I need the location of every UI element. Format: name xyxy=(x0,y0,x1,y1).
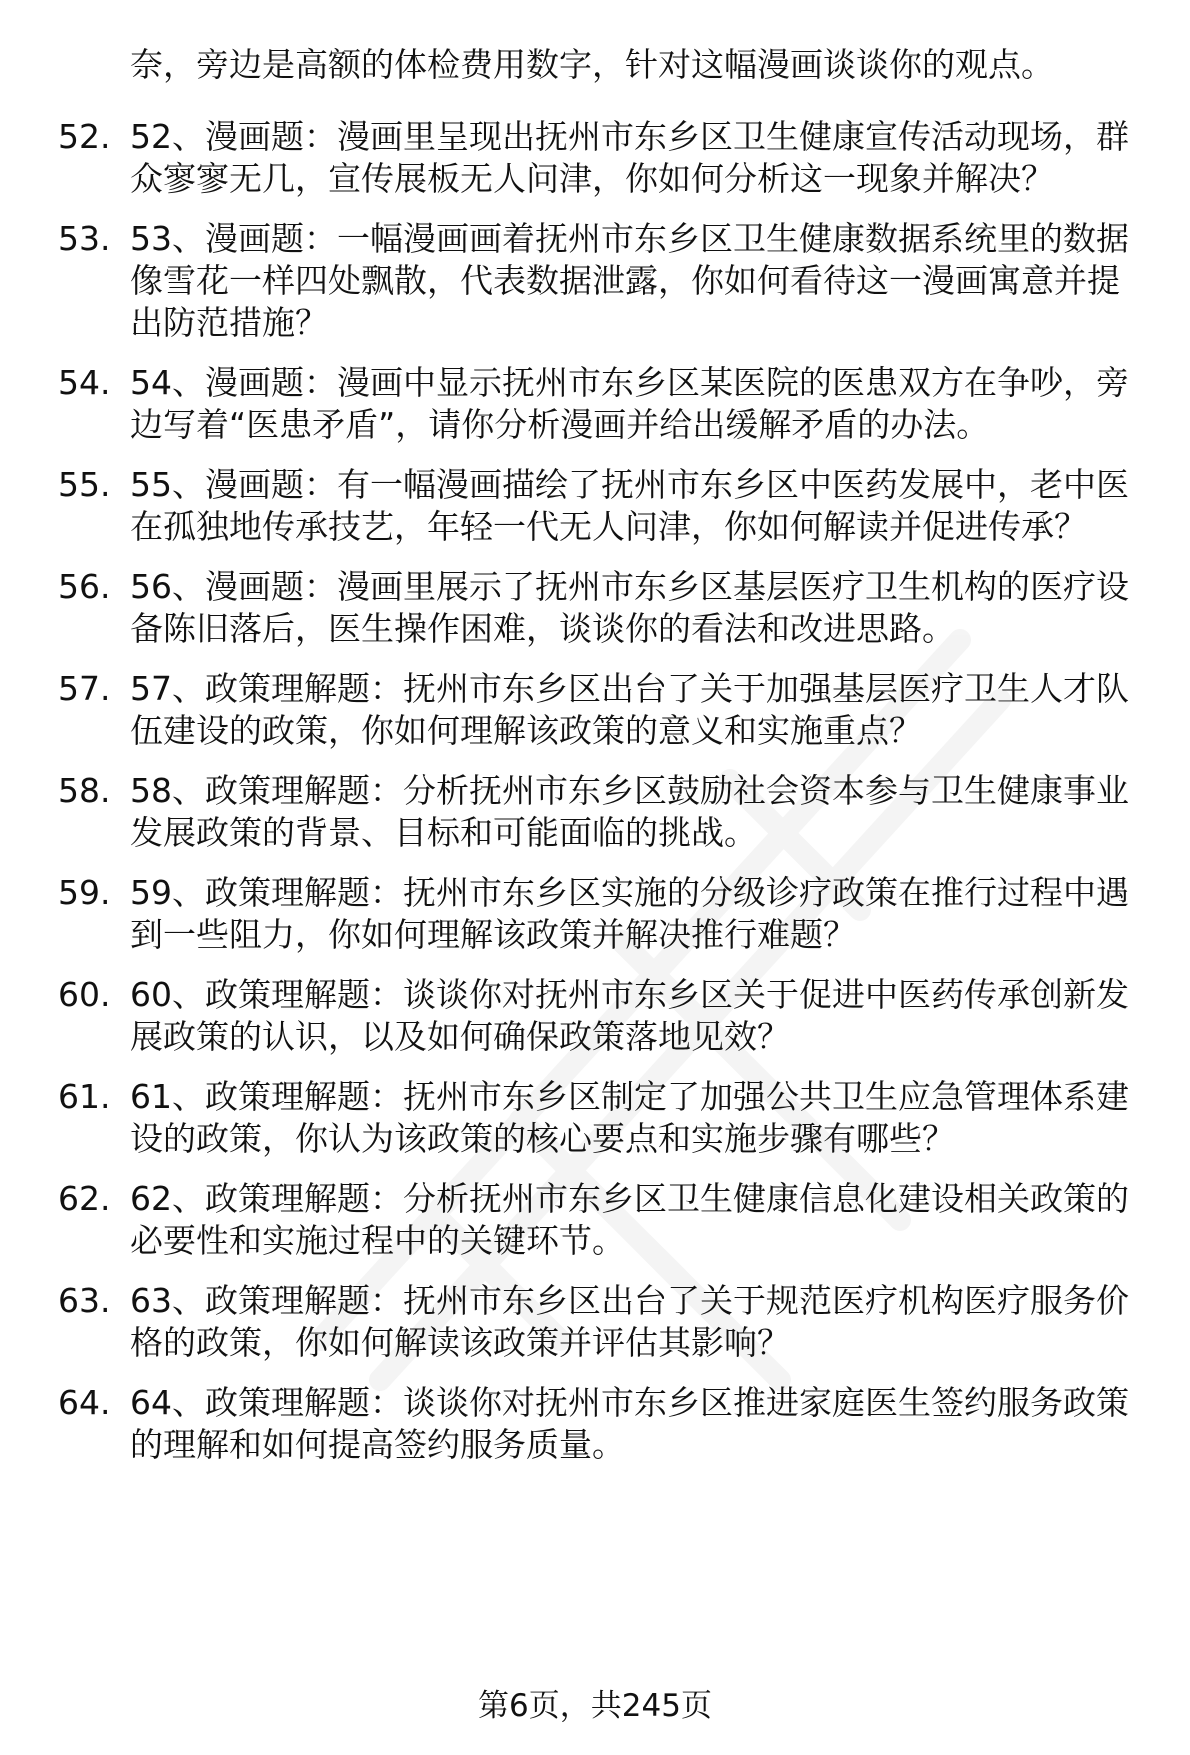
list-item-text: 53、漫画题：一幅漫画画着抚州市东乡区卫生健康数据系统里的数据像雪花一样四处飘散，代表数据泄露，你如何看待这一漫画寓意并提出防范措施？ xyxy=(130,219,1129,342)
list-item-text: 57、政策理解题：抚州市东乡区出台了关于加强基层医疗卫生人才队伍建设的政策，你如何理解该政策的意义和实施重点？ xyxy=(130,669,1129,750)
list-item xyxy=(58,116,1158,200)
list-item-text: 56、漫画题：漫画里展示了抚州市东乡区基层医疗卫生机构的医疗设备陈旧落后，医生操作困难，谈谈你的看法和改进思路。 xyxy=(130,567,1129,648)
list-item xyxy=(58,1076,1158,1160)
list-item-text: 64、政策理解题：谈谈你对抚州市东乡区推进家庭医生签约服务政策的理解和如何提高签约服务质量。 xyxy=(130,1383,1129,1464)
list-item xyxy=(58,1280,1158,1364)
list-item-number: 57. xyxy=(58,669,111,708)
list-item-number: 53. xyxy=(58,219,111,258)
list-item-number: 64. xyxy=(58,1383,111,1422)
list-item xyxy=(58,464,1158,548)
list-item-text: 60、政策理解题：谈谈你对抚州市东乡区关于促进中医药传承创新发展政策的认识，以及如何确保政策落地见效？ xyxy=(130,975,1129,1056)
list-item-text: 55、漫画题：有一幅漫画描绘了抚州市东乡区中医药发展中，老中医在孤独地传承技艺，年轻一代无人问津，你如何解读并促进传承？ xyxy=(130,465,1129,546)
list-item-text: 61、政策理解题：抚州市东乡区制定了加强公共卫生应急管理体系建设的政策，你认为该政策的核心要点和实施步骤有哪些？ xyxy=(130,1077,1129,1158)
question-list xyxy=(58,116,1158,1484)
list-item-number: 59. xyxy=(58,873,111,912)
list-item-number: 61. xyxy=(58,1077,111,1116)
list-item xyxy=(58,1382,1158,1466)
list-item-number: 63. xyxy=(58,1281,111,1320)
list-item-number: 56. xyxy=(58,567,111,606)
list-item-number: 52. xyxy=(58,117,111,156)
list-item-number: 62. xyxy=(58,1179,111,1218)
page-footer: 第6页，共245页 xyxy=(478,1688,712,1724)
list-item xyxy=(58,566,1158,650)
list-item-number: 55. xyxy=(58,465,111,504)
list-item xyxy=(58,218,1158,344)
list-item-number: 60. xyxy=(58,975,111,1014)
list-item-text: 62、政策理解题：分析抚州市东乡区卫生健康信息化建设相关政策的必要性和实施过程中的关键环节。 xyxy=(130,1179,1129,1260)
list-item xyxy=(58,974,1158,1058)
list-item xyxy=(58,668,1158,752)
list-item xyxy=(58,770,1158,854)
list-item-text: 54、漫画题：漫画中显示抚州市东乡区某医院的医患双方在争吵，旁边写着“医患矛盾”，请你分析漫画并给出缓解矛盾的办法。 xyxy=(130,363,1129,444)
list-item-text: 63、政策理解题：抚州市东乡区出台了关于规范医疗机构医疗服务价格的政策，你如何解读该政策并评估其影响？ xyxy=(130,1281,1129,1362)
list-item xyxy=(58,362,1158,446)
intro-continuation-text: 奈，旁边是高额的体检费用数字，针对这幅漫画谈谈你的观点。 xyxy=(130,45,1054,84)
list-item-number: 58. xyxy=(58,771,111,810)
list-item-number: 54. xyxy=(58,363,111,402)
list-item xyxy=(58,872,1158,956)
list-item-text: 52、漫画题：漫画里呈现出抚州市东乡区卫生健康宣传活动现场，群众寥寥无几，宣传展板无人问津，你如何分析这一现象并解决？ xyxy=(130,117,1129,198)
list-item-text: 58、政策理解题：分析抚州市东乡区鼓励社会资本参与卫生健康事业发展政策的背景、目标和可能面临的挑战。 xyxy=(130,771,1129,852)
list-item-text: 59、政策理解题：抚州市东乡区实施的分级诊疗政策在推行过程中遇到一些阻力，你如何理解该政策并解决推行难题？ xyxy=(130,873,1129,954)
list-item xyxy=(58,1178,1158,1262)
